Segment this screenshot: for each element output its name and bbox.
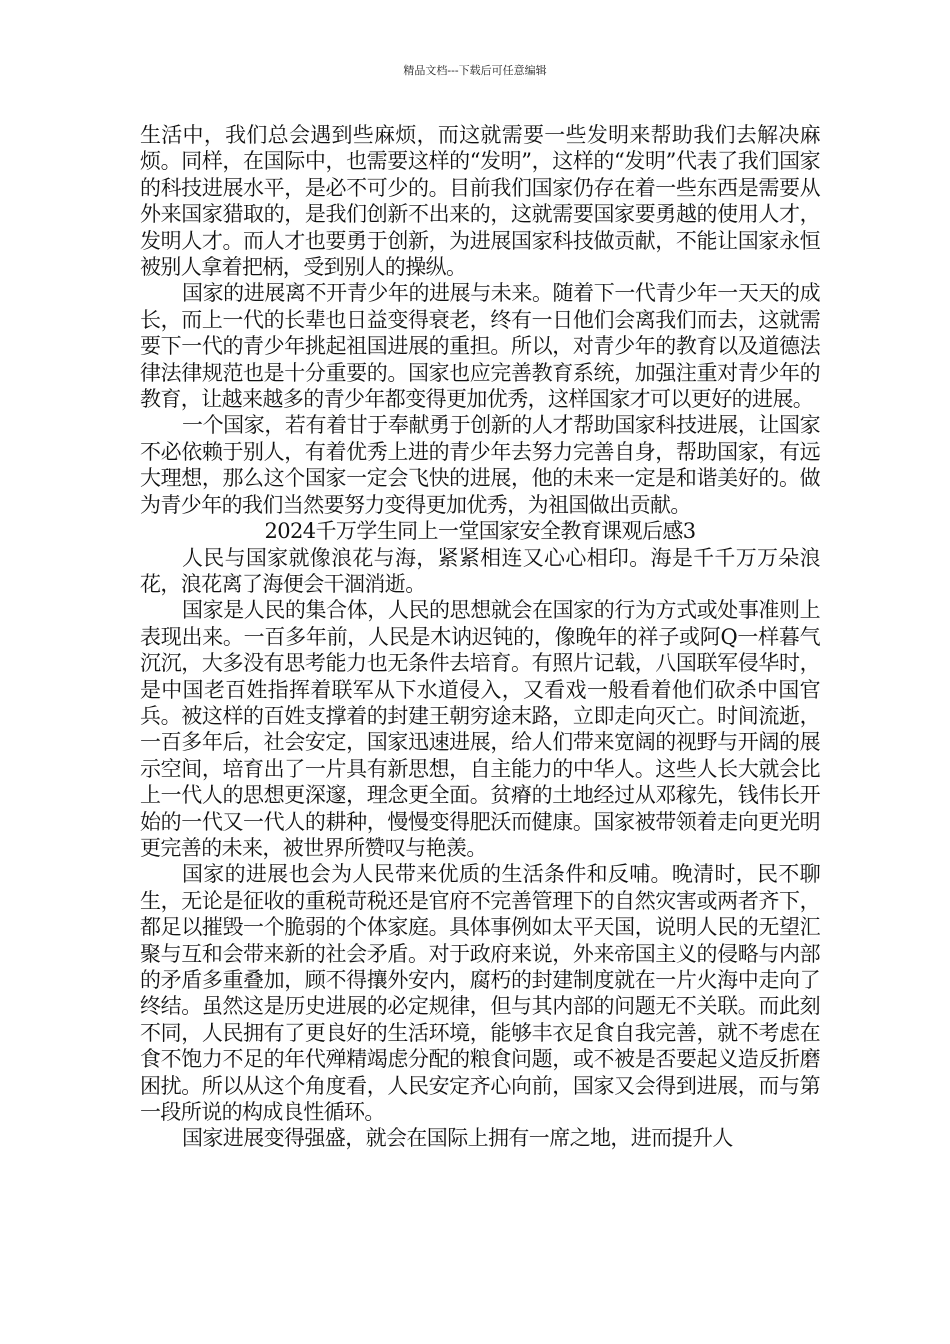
document-body bbox=[140, 122, 820, 1152]
paragraph-national-strength: 国家进展变得强盛，就会在国际上拥有一席之地，进而提升人 bbox=[182, 1126, 733, 1151]
paragraph-talent-and-future: 一个国家，若有着甘于奉献勇于创新的人才帮助国家科技进展，让国家不必依赖于别人，有着优秀上进的青少年去努力完善自身，帮助国家，有远大理想，那么这个国家一定会飞快的进展，他的未来一定是和谐美好的。做为青少年的我们当然要努力变得更加优秀，为祖国做出贡献。 bbox=[140, 413, 820, 517]
paragraph-youth-development: 国家的进展离不开青少年的进展与未来。随着下一代青少年一天天的成长，而上一代的长辈也日益变得衰老，终有一日他们会离我们而去，这就需要下一代的青少年挑起祖国进展的重担。所以，对青少年的教育以及道德法律法律规范也是十分重要的。国家也应完善教育系统，加强注重对青少年的教育，让越来越多的青少年都变得更加优秀，这样国家才可以更好的进展。 bbox=[140, 281, 820, 412]
section-heading: 2024千万学生同上一堂国家安全教育课观后感3 bbox=[264, 519, 696, 544]
paragraph-wave-and-sea: 人民与国家就像浪花与海，紧紧相连又心心相印。海是千千万万朵浪花，浪花离了海便会干涸消逝。 bbox=[140, 545, 820, 596]
page-header: 精品文档---下载后可任意编辑 bbox=[403, 64, 547, 77]
paragraph-living-conditions: 国家的进展也会为人民带来优质的生活条件和反哺。晚清时，民不聊生，无论是征收的重税苛税还是官府不完善管理下的自然灾害或两者齐下，都足以摧毁一个脆弱的个体家庭。具体事例如太平天国，说明人民的无望汇聚与互和会带来新的社会矛盾。对于政府来说，外来帝国主义的侵略与内部的矛盾多重叠加，顾不得攘外安内，腐朽的封建制度就在一片火海中走向了终结。虽然这是历史进展的必定规律，但与其内部的问题无不关联。而此刻不同，人民拥有了更良好的生活环境，能够丰衣足食自我完善，就不考虑在食不饱力不足的年代殚精竭虑分配的粮食问题，或不被是否要起义造反折磨困扰。所以从这个角度看，人民安定齐心向前，国家又会得到进展，而与第一段所说的构成良性循环。 bbox=[140, 862, 820, 1125]
paragraph-inventions: 生活中，我们总会遇到些麻烦，而这就需要一些发明来帮助我们去解决麻烦。同样，在国际中，也需要这样的“发明”，这样的“发明”代表了我们国家的科技进展水平，是必不可少的。目前我们国家仍存在着一些东西是需要从外来国家猎取的，是我们创新不出来的，这就需要国家要勇越的使用人才，发明人才。而人才也要勇于创新，为进展国家科技做贡献，不能让国家永恒被别人拿着把柄，受到别人的操纵。 bbox=[140, 123, 820, 280]
paragraph-people-collective: 国家是人民的集合体，人民的思想就会在国家的行为方式或处事准则上表现出来。一百多年前，人民是木讷迟钝的，像晚年的祥子或阿Q一样暮气沉沉，大多没有思考能力也无条件去培育。有照片记载，八国联军侵华时，是中国老百姓指挥着联军从下水道侵入，又看戏一般看着他们砍杀中国官兵。被这样的百姓支撑着的封建王朝穷途末路，立即走向灭亡。时间流逝，一百多年后，社会安定，国家迅速进展，给人们带来宽阔的视野与开阔的展示空间，培育出了一片具有新思想，自主能力的中华人。这些人长大就会比上一代人的思想更深邃，理念更全面。贫瘠的土地经过从邓稼先，钱伟长开始的一代又一代人的耕种，慢慢变得肥沃而健康。国家被带领着走向更光明更完善的未来，被世界所赞叹与艳羡。 bbox=[140, 598, 820, 860]
